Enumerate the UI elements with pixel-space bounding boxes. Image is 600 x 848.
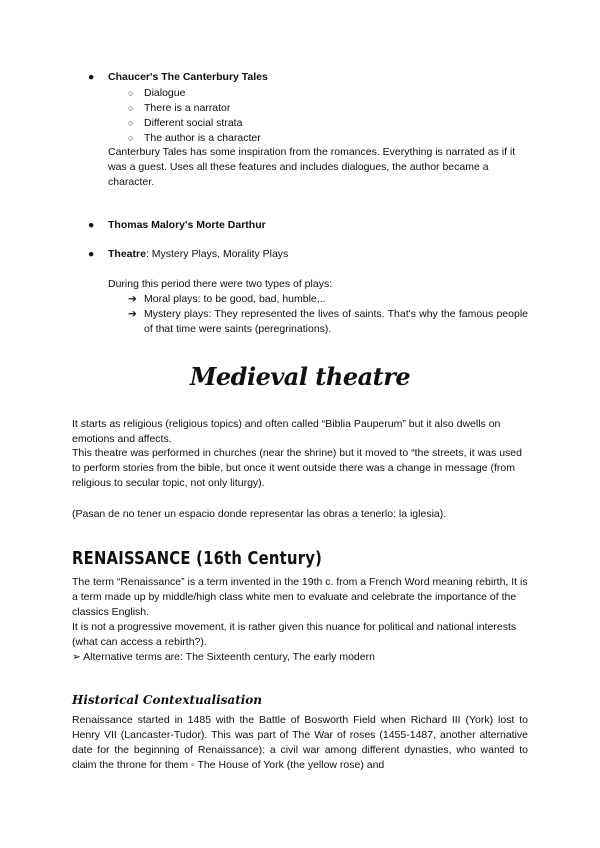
renaissance-heading: RENAISSANCE (16th Century) — [72, 548, 323, 569]
list-item: ○ Dialogue — [128, 87, 186, 99]
hollow-circle-icon: ○ — [128, 133, 134, 143]
list-item: ○ Different social strata — [128, 117, 243, 129]
bullet-dot: ● — [88, 219, 95, 231]
bullet-title: Chaucer's The Canterbury Tales — [108, 71, 268, 83]
hollow-circle-icon: ○ — [128, 88, 134, 98]
chaucer-features-list — [128, 86, 261, 146]
alternative-terms: ➢ Alternative terms are: The Sixteenth century, The early modern — [72, 651, 375, 663]
list-item: ➔ Moral plays: to be good, bad, humble,.. — [128, 293, 326, 305]
hollow-circle-icon: ○ — [128, 118, 134, 128]
bullet-chaucer — [88, 70, 268, 85]
bullet-malory — [88, 218, 266, 233]
medieval-theatre-heading: Medieval theatre — [189, 362, 411, 391]
list-item: ○ There is a narrator — [128, 102, 231, 114]
historical-heading: Historical Contextualisation — [72, 693, 263, 707]
renaissance-paragraph-1: The term “Renaissance” is a term invented in the 19th c. from a French Word meaning rebirth, It is a term made up by middle/high class white men to evaluate and celebrate the importance of the classics English. — [72, 576, 528, 618]
chaucer-paragraph: Canterbury Tales has some inspiration from the romances. Everything is narrated as if it was a guest. Uses all these features and includes dialogues, the author became a character. — [108, 146, 516, 188]
bullet-dot: ● — [88, 71, 95, 83]
arrow-right-icon: ➔ — [128, 293, 137, 305]
historical-paragraph: Renaissance started in 1485 with the Battle of Bosworth Field when Richard III (York) lost to Henry VII (Lancaster-Tudor). This was part of The War of roses (1455-1487, another alternative date for the beginning of Renaissance): a civil war among different dynasties, who wanted to claim the throne for them ◦ The House of York (the yellow rose) and — [72, 714, 528, 771]
list-item: ○ The author is a character — [128, 132, 261, 144]
bullet-rest: : Mystery Plays, Morality Plays — [145, 248, 289, 260]
medieval-paragraph-2: This theatre was performed in churches (near the shrine) but it moved to “the streets, it was used to perform stories from the bible, but once it went outside there was a change in message (from religious to secular topic, not only liturgy). — [72, 447, 522, 489]
bullet-title: Thomas Malory's Morte Darthur — [108, 219, 266, 231]
bullet-theatre — [88, 247, 288, 262]
bullet-dot: ● — [88, 248, 95, 260]
hollow-circle-icon: ○ — [128, 103, 134, 113]
bullet-title: Theatre — [108, 248, 146, 260]
renaissance-paragraph-2: It is not a progressive movement, it is rather given this nuance for political and national interests (what can access a rebirth?). — [72, 621, 517, 648]
arrow-right-icon: ➔ — [128, 308, 137, 320]
medieval-paragraph-3: (Pasan de no tener un espacio donde representar las obras a tenerlo: la iglesia). — [72, 508, 447, 520]
plays-intro: During this period there were two types of plays: — [108, 278, 333, 290]
plays-list — [128, 292, 528, 337]
list-item: ➔ Mystery plays: They represented the lives of saints. That's why the famous people of that time were saints (peregrinations). — [128, 308, 528, 335]
medieval-paragraph-1: It starts as religious (religious topics) and often called “Biblia Pauperum” but it also dwells on emotions and affects. — [72, 418, 501, 445]
